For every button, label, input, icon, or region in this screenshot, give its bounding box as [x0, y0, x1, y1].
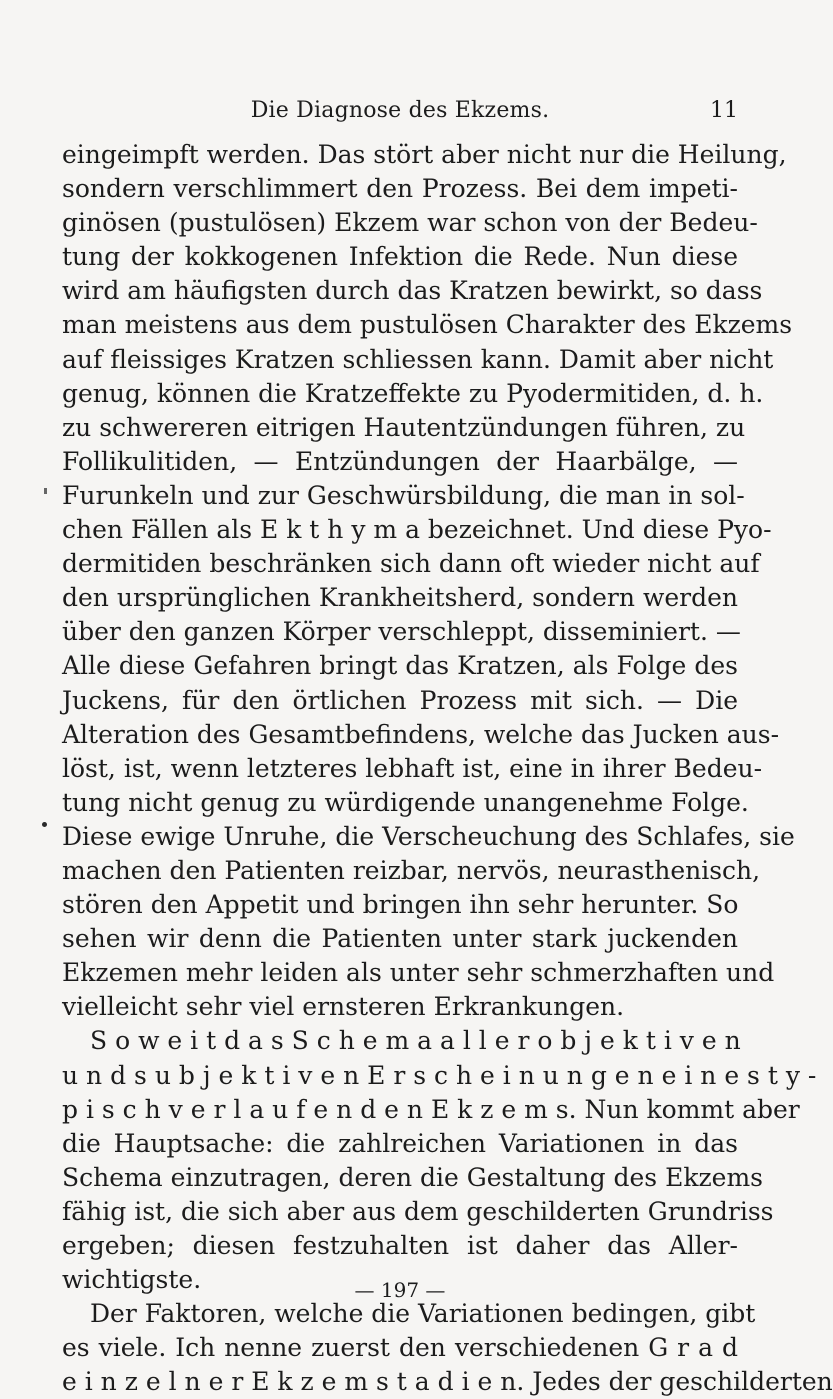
text-line: es viele. Ich nenne zuerst den verschiedenen G r a d: [62, 1333, 738, 1363]
text-line: chen Fällen als E k t h y m a bezeichnet. Und diese Pyo-: [62, 515, 772, 545]
text-line: Furunkeln und zur Geschwürsbildung, die man in sol-: [62, 480, 745, 510]
text-line: Ekzemen mehr leiden als unter sehr schmerzhaften und: [62, 958, 775, 988]
page-header: [62, 96, 738, 128]
text-line: tung der kokkogenen Infektion die Rede. Nun diese: [62, 242, 738, 272]
text-line: man meistens aus dem pustulösen Charakter des Ekzems: [62, 310, 793, 340]
text-line: e i n z e l n e r E k z e m s t a d i e n. Jedes der geschilderten: [62, 1367, 833, 1397]
folio-number: — 197 —: [354, 1278, 446, 1302]
text-line: Alteration des Gesamtbefindens, welche das Jucken aus-: [62, 719, 780, 749]
text-line: dermitiden beschränken sich dann oft wieder nicht auf: [62, 549, 760, 579]
text-line: sondern verschlimmert den Prozess. Bei dem impeti-: [62, 174, 738, 204]
text-line: Alle diese Gefahren bringt das Kratzen, als Folge des: [62, 651, 738, 681]
text-line: wird am häufigsten durch das Kratzen bewirkt, so dass: [62, 276, 763, 306]
text-line: fähig ist, die sich aber aus dem geschilderten Grundriss: [62, 1196, 774, 1226]
text-line: machen den Patienten reizbar, nervös, neurasthenisch,: [62, 855, 761, 885]
text-line: auf fleissiges Kratzen schliessen kann. Damit aber nicht: [62, 344, 774, 374]
margin-dot: [42, 822, 47, 827]
text-line: den ursprünglichen Krankheitsherd, sondern werden: [62, 583, 738, 613]
text-line: Der Faktoren, welche die Variationen bedingen, gibt: [90, 1299, 756, 1329]
text-line: eingeimpft werden. Das stört aber nicht nur die Heilung,: [62, 140, 787, 169]
body-text: [62, 138, 833, 1399]
text-line: löst, ist, wenn letzteres lebhaft ist, eine in ihrer Bedeu-: [62, 753, 763, 783]
text-line: Diese ewige Unruhe, die Verscheuchung des Schlafes, sie: [62, 821, 795, 851]
text-line: genug, können die Kratzeffekte zu Pyodermitiden, d. h.: [62, 378, 764, 408]
text-line: zu schwereren eitrigen Hautentzündungen führen, zu: [62, 412, 746, 442]
text-line: die Hauptsache: die zahlreichen Variationen in das: [62, 1128, 738, 1158]
text-line: vielleicht sehr viel ernsteren Erkrankungen.: [62, 992, 625, 1022]
text-line: tung nicht genug zu würdigende unangenehme Folge.: [62, 787, 749, 817]
text-line: p i s c h v e r l a u f e n d e n E k z e m s. Nun kommt aber: [62, 1094, 800, 1124]
text-line-spaced: u n d s u b j e k t i v e n E r s c h e i n u n g e n e i n e s t y -: [62, 1060, 817, 1090]
page-number: 11: [710, 98, 738, 123]
text-line: stören den Appetit und bringen ihn sehr herunter. So: [62, 890, 739, 920]
text-line: Schema einzutragen, deren die Gestaltung des Ekzems: [62, 1162, 763, 1192]
margin-mark: [44, 488, 47, 494]
text-line: sehen wir denn die Patienten unter stark juckenden: [62, 924, 738, 954]
text-line: Juckens, für den örtlichen Prozess mit sich. — Die: [62, 685, 738, 715]
running-title: Die Diagnose des Ekzems.: [250, 98, 550, 123]
text-line: wichtigste.: [62, 1265, 202, 1295]
text-line: über den ganzen Körper verschleppt, disseminiert. —: [62, 617, 741, 647]
text-line: Follikulitiden, — Entzündungen der Haarbälge, —: [62, 446, 738, 476]
text-line: ginösen (pustulösen) Ekzem war schon von der Bedeu-: [62, 208, 758, 238]
text-line-spaced: S o w e i t d a s S c h e m a a l l e r o b j e k t i v e n: [90, 1026, 741, 1056]
text-line: ergeben; diesen festzuhalten ist daher das Aller-: [62, 1231, 738, 1260]
